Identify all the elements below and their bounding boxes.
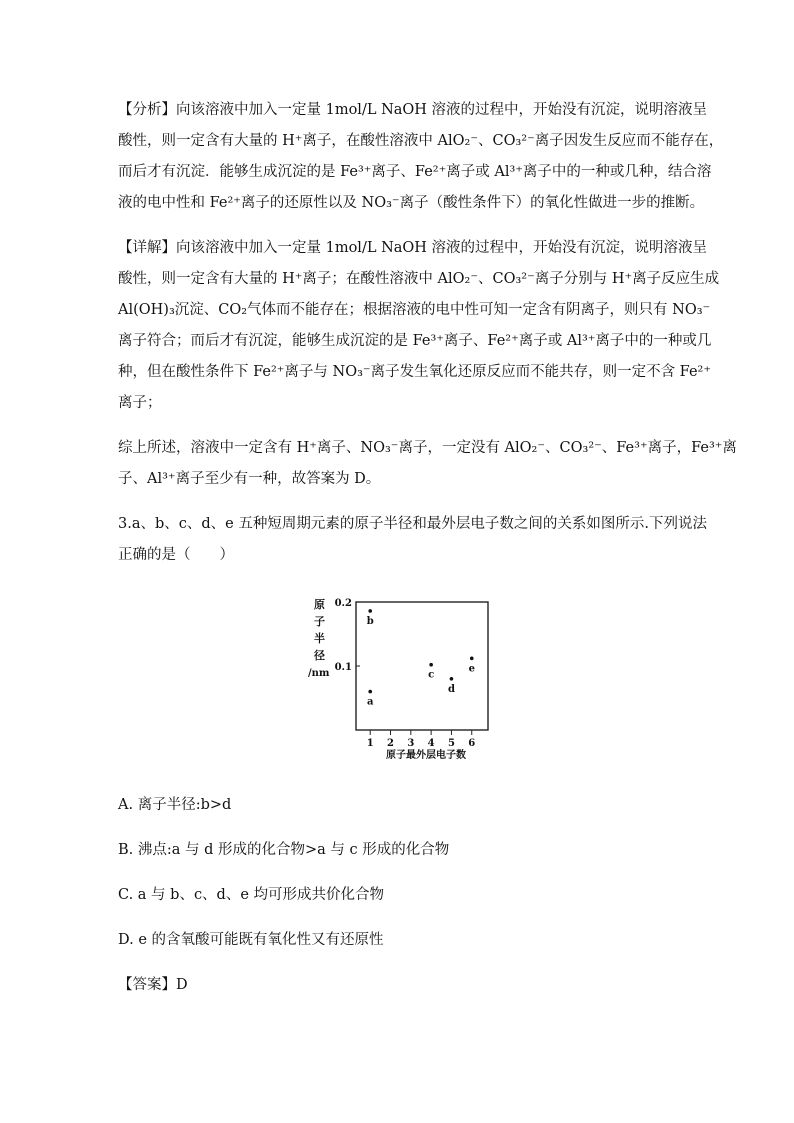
text-line: 综上所述，溶液中一定含有 H⁺离子、NO₃⁻离子，一定没有 AlO₂⁻、CO₃²⁻、Fe³⁺离子，Fe³⁺离 xyxy=(118,440,737,456)
text-line: 【详解】向该溶液中加入一定量 1mol/L NaOH 溶液的过程中，开始没有沉淀，说明溶液呈 xyxy=(118,240,708,256)
document-body xyxy=(118,95,737,585)
text-line: 酸性，则一定含有大量的 H⁺离子，在酸性溶液中 AlO₂⁻、CO₃²⁻离子因发生反应而不能存在， xyxy=(118,133,724,149)
point-label-a: a xyxy=(366,696,374,708)
point-e xyxy=(470,657,474,661)
answer-line: 【答案】D xyxy=(118,977,188,993)
option-a: A. 离子半径:b>d xyxy=(118,797,232,813)
point-d xyxy=(450,677,454,681)
chart-svg xyxy=(300,594,510,764)
text-line: 子、Al³⁺离子至少有一种，故答案为 D。 xyxy=(118,471,381,487)
point-a xyxy=(368,690,372,694)
x-tick-label: 2 xyxy=(387,738,395,749)
text-line: 离子符合；而后才有沉淀，能够生成沉淀的是 Fe³⁺离子、Fe²⁺离子或 Al³⁺离子中的一种或几 xyxy=(118,333,712,349)
summary-paragraph xyxy=(118,433,737,495)
question-stem xyxy=(118,509,707,571)
radius-scatter-chart xyxy=(300,594,510,764)
x-axis-label: 原子最外层电子数 xyxy=(386,750,466,761)
x-tick-label: 5 xyxy=(447,738,455,749)
option-d: D. e 的含氧酸可能既有氧化性又有还原性 xyxy=(118,932,384,948)
x-tick-label: 1 xyxy=(366,738,374,749)
analysis-paragraph xyxy=(118,95,724,219)
y-axis-label-char: 半 xyxy=(314,632,325,645)
x-tick-label: 4 xyxy=(427,738,435,749)
text-line: 【分析】向该溶液中加入一定量 1mol/L NaOH 溶液的过程中，开始没有沉淀，说明溶液呈 xyxy=(118,102,708,118)
detail-paragraph xyxy=(118,233,720,419)
point-b xyxy=(368,609,372,613)
text-line: Al(OH)₃沉淀、CO₂气体而不能存在；根据溶液的电中性可知一定含有阴离子，则只有 NO₃⁻ xyxy=(118,302,711,318)
y-tick-label: 0.1 xyxy=(334,662,352,673)
point-label-d: d xyxy=(447,683,455,695)
text-line: 种，但在酸性条件下 Fe²⁺离子与 NO₃⁻离子发生氧化还原反应而不能共存，则一定不含 Fe²⁺ xyxy=(118,364,711,380)
text-line: 液的电中性和 Fe²⁺离子的还原性以及 NO₃⁻离子（酸性条件下）的氧化性做进一步的推断。 xyxy=(118,195,705,211)
y-axis-label-char: 子 xyxy=(314,615,325,628)
text-line: 而后才有沉淀．能够生成沉淀的是 Fe³⁺离子、Fe²⁺离子或 Al³⁺离子中的一种或几种，结合溶 xyxy=(118,164,712,180)
y-axis-label-char: 原 xyxy=(314,598,325,611)
y-tick-label: 0.2 xyxy=(334,598,352,609)
option-c: C. a 与 b、c、d、e 均可形成共价化合物 xyxy=(118,887,385,903)
point-label-c: c xyxy=(428,669,435,681)
x-tick-label: 3 xyxy=(407,738,415,749)
point-label-e: e xyxy=(468,663,475,675)
text-line: 酸性，则一定含有大量的 H⁺离子；在酸性溶液中 AlO₂⁻、CO₃²⁻离子分别与 H⁺离子反应生成 xyxy=(118,271,720,287)
y-axis-unit: /nm xyxy=(308,668,330,679)
text-line: 正确的是（ ） xyxy=(118,547,234,563)
x-tick-label: 6 xyxy=(468,738,476,749)
text-line: 3.a、b、c、d、e 五种短周期元素的原子半径和最外层电子数之间的关系如图所示.下列说法 xyxy=(118,516,707,532)
y-axis-label-char: 径 xyxy=(314,649,325,662)
option-b: B. 沸点:a 与 d 形成的化合物>a 与 c 形成的化合物 xyxy=(118,842,450,858)
point-c xyxy=(429,663,433,667)
point-label-b: b xyxy=(366,615,374,627)
text-line: 离子； xyxy=(118,395,162,411)
